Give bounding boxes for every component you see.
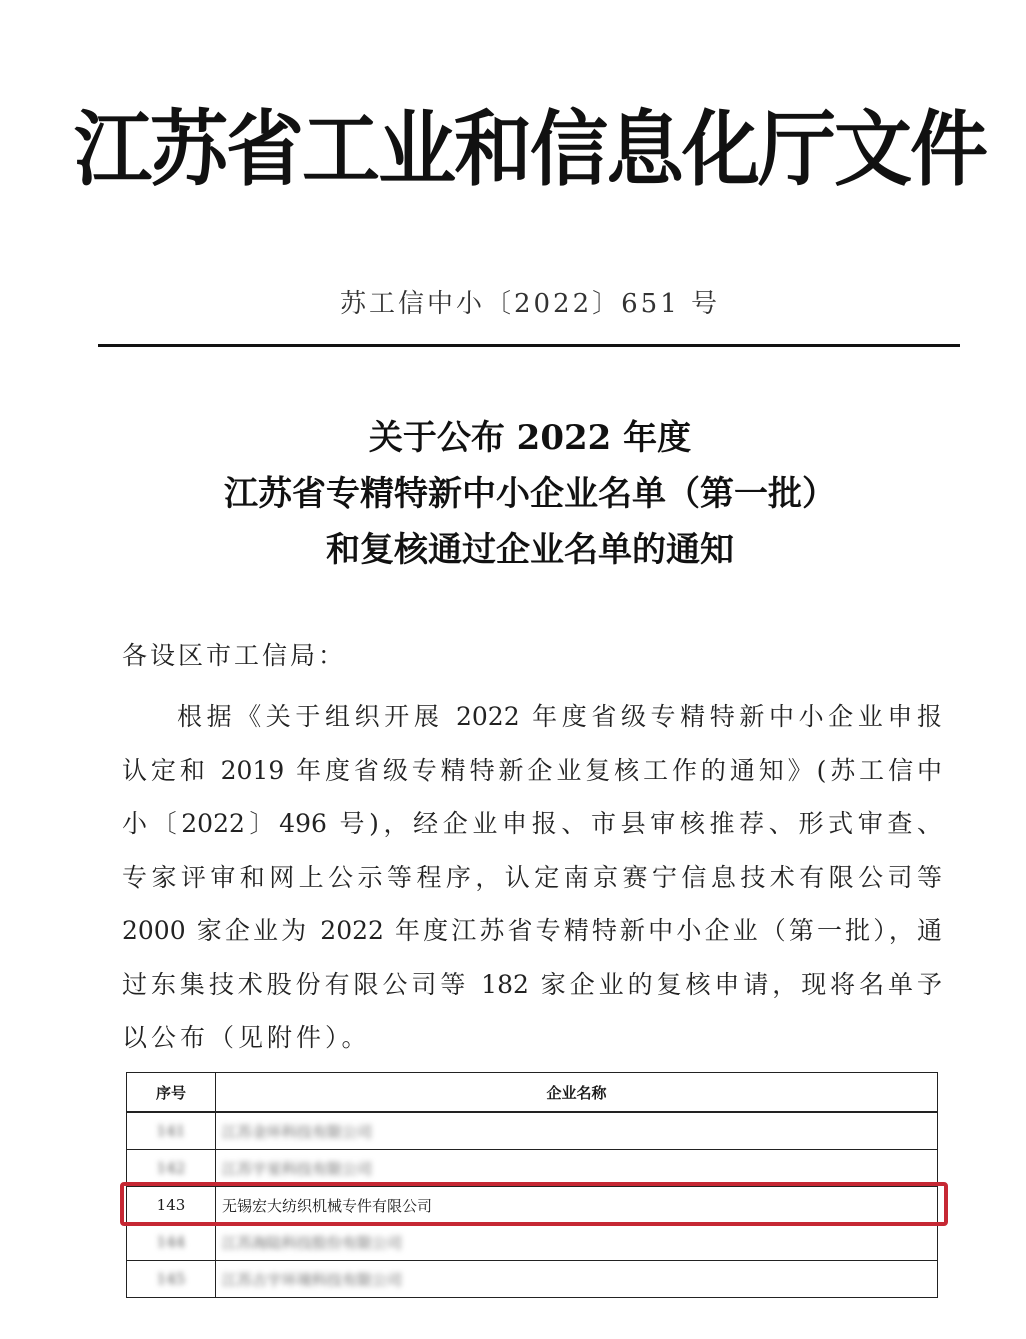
body-line-6: 过东集技术股份有限公司等 182 家企业的复核申请，现将名单予 <box>122 969 942 999</box>
row-company-name-cell: 江苏古宇环境科技有限公司 <box>216 1261 938 1298</box>
page-crop-edge <box>0 1300 1026 1339</box>
salutation: 各设区市工信局： <box>122 641 347 670</box>
table-row <box>127 1150 938 1187</box>
notice-title <box>100 410 960 578</box>
body-line-1: 根据《关于组织开展 2022 年度省级专精特新中小企业申报 <box>177 702 942 731</box>
body-line-7: 以公布（见附件）。 <box>122 1023 371 1052</box>
body-line-2: 认定和 2019 年度省级专精特新企业复核工作的通知》(苏工信中 <box>122 755 942 785</box>
table-body <box>127 1112 938 1298</box>
table-row <box>127 1112 938 1150</box>
row-number-cell: 144 <box>127 1224 216 1261</box>
notice-title-line-3: 和复核通过企业名单的通知 <box>326 530 734 570</box>
notice-title-line-1: 关于公布 2022 年度 <box>368 418 692 458</box>
notice-title-line-2: 江苏省专精特新中小企业名单（第一批） <box>224 474 836 514</box>
column-header-name: 企业名称 <box>216 1073 938 1113</box>
row-number-cell: 142 <box>127 1150 216 1187</box>
enterprise-list-table-wrapper <box>126 1072 938 1298</box>
row-number-cell: 145 <box>127 1261 216 1298</box>
table-row <box>127 1224 938 1261</box>
enterprise-list-table <box>126 1072 938 1298</box>
row-company-name-cell: 江苏宇星科技有限公司 <box>216 1150 938 1187</box>
document-header-title: 江苏省工业和信息化厅文件 <box>73 102 986 198</box>
table-row <box>127 1187 938 1224</box>
header-divider <box>98 344 960 347</box>
table-header-row <box>127 1073 938 1113</box>
row-number-cell: 143 <box>127 1187 216 1224</box>
column-header-number: 序号 <box>127 1073 216 1113</box>
row-company-name-cell: 江苏海陆科技股份有限公司 <box>216 1224 938 1261</box>
body-line-5: 2000 家企业为 2022 年度江苏省专精特新中小企业（第一批），通 <box>122 916 942 945</box>
table-row <box>127 1261 938 1298</box>
body-line-4: 专家评审和网上公示等程序，认定南京赛宁信息技术有限公司等 <box>122 862 942 892</box>
body-paragraph <box>122 690 942 1065</box>
row-number-cell: 141 <box>127 1112 216 1150</box>
body-line-3: 小〔2022〕496 号)，经企业申报、市县审核推荐、形式审查、 <box>122 809 942 838</box>
row-company-name-cell: 无锡宏大纺织机械专件有限公司 <box>216 1187 938 1224</box>
row-company-name-cell: 江苏金环科技有限公司 <box>216 1112 938 1150</box>
document-number: 苏工信中小〔2022〕651 号 <box>339 289 721 319</box>
